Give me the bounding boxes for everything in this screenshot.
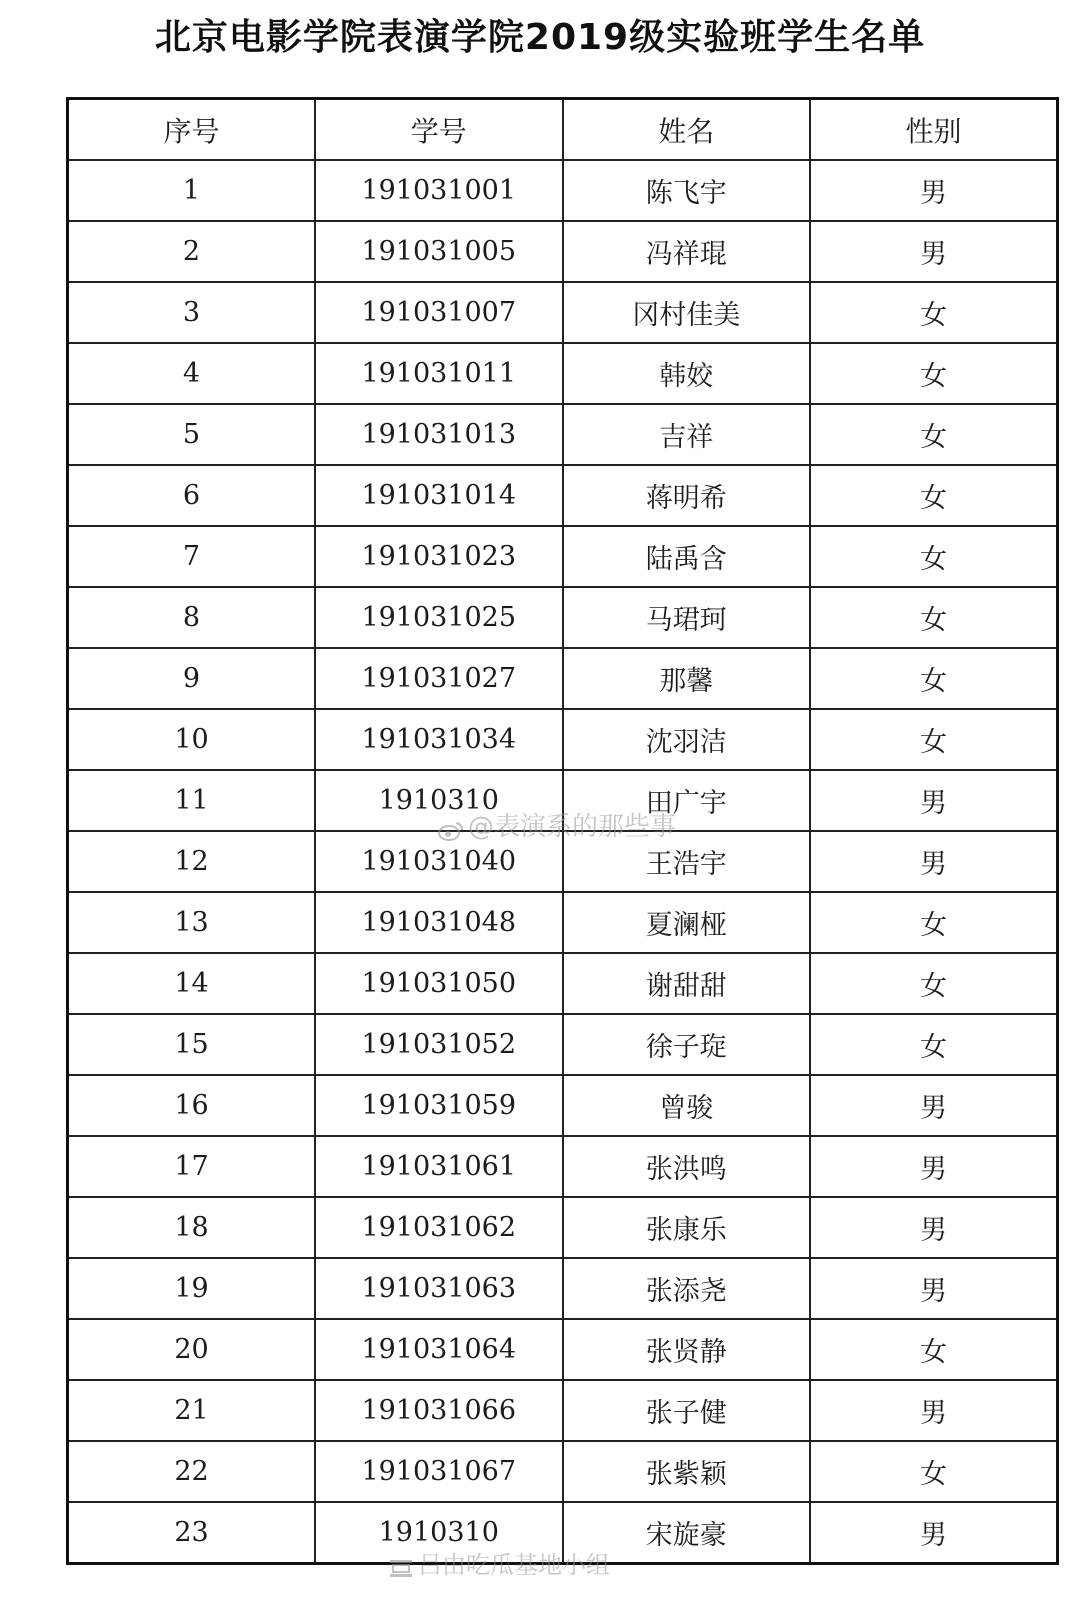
cell-index: 3 xyxy=(68,282,316,343)
table-row xyxy=(68,404,1058,465)
cell-student-id: 191031048 xyxy=(315,892,563,953)
cell-student-id: 191031023 xyxy=(315,526,563,587)
cell-name: 沈羽洁 xyxy=(563,709,811,770)
cell-index: 1 xyxy=(68,160,316,221)
cell-index: 9 xyxy=(68,648,316,709)
cell-gender: 女 xyxy=(810,587,1058,648)
cell-index: 2 xyxy=(68,221,316,282)
table-row xyxy=(68,1136,1058,1197)
table-row xyxy=(68,770,1058,831)
cell-student-id: 191031063 xyxy=(315,1258,563,1319)
header-student-id: 学号 xyxy=(315,99,563,161)
cell-index: 4 xyxy=(68,343,316,404)
table-row xyxy=(68,1075,1058,1136)
header-name: 姓名 xyxy=(563,99,811,161)
cell-gender: 女 xyxy=(810,709,1058,770)
cell-gender: 男 xyxy=(810,831,1058,892)
cell-student-id: 1910310 xyxy=(315,770,563,831)
cell-index: 23 xyxy=(68,1502,316,1564)
table-row xyxy=(68,1319,1058,1380)
cell-gender: 男 xyxy=(810,1136,1058,1197)
cell-index: 22 xyxy=(68,1441,316,1502)
cell-index: 10 xyxy=(68,709,316,770)
table-row xyxy=(68,1258,1058,1319)
cell-student-id: 191031011 xyxy=(315,343,563,404)
cell-name: 蒋明希 xyxy=(563,465,811,526)
watermark-bottom-text: 吕由吃瓜基地小组 xyxy=(418,1551,610,1579)
cell-student-id: 1910310 xyxy=(315,1502,563,1564)
cell-student-id: 191031001 xyxy=(315,160,563,221)
table-row xyxy=(68,343,1058,404)
cell-student-id: 191031067 xyxy=(315,1441,563,1502)
table-row xyxy=(68,1197,1058,1258)
student-roster-table xyxy=(66,97,1059,1565)
table-row xyxy=(68,587,1058,648)
cell-gender: 女 xyxy=(810,1441,1058,1502)
cell-student-id: 191031027 xyxy=(315,648,563,709)
cell-index: 11 xyxy=(68,770,316,831)
cell-name: 徐子琁 xyxy=(563,1014,811,1075)
cell-name: 夏澜桠 xyxy=(563,892,811,953)
document-title: 北京电影学院表演学院2019级实验班学生名单 xyxy=(154,17,926,58)
cell-student-id: 191031059 xyxy=(315,1075,563,1136)
table-row xyxy=(68,221,1058,282)
cell-student-id: 191031014 xyxy=(315,465,563,526)
cell-student-id: 191031062 xyxy=(315,1197,563,1258)
cell-student-id: 191031052 xyxy=(315,1014,563,1075)
cell-gender: 女 xyxy=(810,526,1058,587)
table-row xyxy=(68,282,1058,343)
cell-gender: 女 xyxy=(810,404,1058,465)
cell-name: 张康乐 xyxy=(563,1197,811,1258)
cell-name: 宋旋豪 xyxy=(563,1502,811,1564)
cell-name: 冈村佳美 xyxy=(563,282,811,343)
table-row xyxy=(68,1502,1058,1564)
cell-gender: 女 xyxy=(810,892,1058,953)
cell-gender: 男 xyxy=(810,160,1058,221)
cell-gender: 男 xyxy=(810,1258,1058,1319)
table-row xyxy=(68,160,1058,221)
cell-gender: 女 xyxy=(810,465,1058,526)
cell-name: 张添尧 xyxy=(563,1258,811,1319)
cell-name: 马珺珂 xyxy=(563,587,811,648)
cell-name: 韩姣 xyxy=(563,343,811,404)
table-row xyxy=(68,892,1058,953)
table-header-row xyxy=(68,99,1058,161)
watermark-center-text: @表演系的那些事 xyxy=(468,812,677,842)
cell-index: 12 xyxy=(68,831,316,892)
cell-index: 6 xyxy=(68,465,316,526)
cell-index: 17 xyxy=(68,1136,316,1197)
table-row xyxy=(68,465,1058,526)
cell-index: 19 xyxy=(68,1258,316,1319)
cell-gender: 女 xyxy=(810,1014,1058,1075)
cell-gender: 女 xyxy=(810,1319,1058,1380)
table-row xyxy=(68,1014,1058,1075)
cell-name: 吉祥 xyxy=(563,404,811,465)
table-row xyxy=(68,648,1058,709)
table-row xyxy=(68,526,1058,587)
cell-student-id: 191031007 xyxy=(315,282,563,343)
cell-name: 张贤静 xyxy=(563,1319,811,1380)
cell-index: 20 xyxy=(68,1319,316,1380)
cell-name: 陈飞宇 xyxy=(563,160,811,221)
cell-name: 张子健 xyxy=(563,1380,811,1441)
cell-name: 田广宇 xyxy=(563,770,811,831)
cell-gender: 男 xyxy=(810,1380,1058,1441)
cell-gender: 男 xyxy=(810,770,1058,831)
cell-gender: 男 xyxy=(810,1197,1058,1258)
table-row xyxy=(68,1380,1058,1441)
cell-index: 5 xyxy=(68,404,316,465)
cell-name: 张洪鸣 xyxy=(563,1136,811,1197)
cell-name: 陆禹含 xyxy=(563,526,811,587)
table-body xyxy=(68,160,1058,1564)
cell-index: 8 xyxy=(68,587,316,648)
cell-gender: 男 xyxy=(810,1075,1058,1136)
cell-gender: 女 xyxy=(810,953,1058,1014)
cell-index: 15 xyxy=(68,1014,316,1075)
cell-student-id: 191031040 xyxy=(315,831,563,892)
table-row xyxy=(68,709,1058,770)
table-row xyxy=(68,831,1058,892)
header-index: 序号 xyxy=(68,99,316,161)
cell-index: 16 xyxy=(68,1075,316,1136)
cell-index: 21 xyxy=(68,1380,316,1441)
cell-student-id: 191031005 xyxy=(315,221,563,282)
cell-index: 7 xyxy=(68,526,316,587)
cell-student-id: 191031050 xyxy=(315,953,563,1014)
table-row xyxy=(68,1441,1058,1502)
cell-name: 王浩宇 xyxy=(563,831,811,892)
cell-student-id: 191031034 xyxy=(315,709,563,770)
cell-student-id: 191031025 xyxy=(315,587,563,648)
cell-student-id: 191031066 xyxy=(315,1380,563,1441)
cell-index: 14 xyxy=(68,953,316,1014)
cell-index: 13 xyxy=(68,892,316,953)
header-gender: 性别 xyxy=(810,99,1058,161)
cell-student-id: 191031064 xyxy=(315,1319,563,1380)
cell-gender: 女 xyxy=(810,282,1058,343)
cell-gender: 男 xyxy=(810,1502,1058,1564)
cell-gender: 女 xyxy=(810,648,1058,709)
cell-name: 谢甜甜 xyxy=(563,953,811,1014)
cell-gender: 女 xyxy=(810,343,1058,404)
cell-student-id: 191031061 xyxy=(315,1136,563,1197)
cell-name: 张紫颖 xyxy=(563,1441,811,1502)
table-row xyxy=(68,953,1058,1014)
cell-name: 冯祥琨 xyxy=(563,221,811,282)
cell-name: 曾骏 xyxy=(563,1075,811,1136)
cell-name: 那馨 xyxy=(563,648,811,709)
cell-index: 18 xyxy=(68,1197,316,1258)
cell-gender: 男 xyxy=(810,221,1058,282)
cell-student-id: 191031013 xyxy=(315,404,563,465)
